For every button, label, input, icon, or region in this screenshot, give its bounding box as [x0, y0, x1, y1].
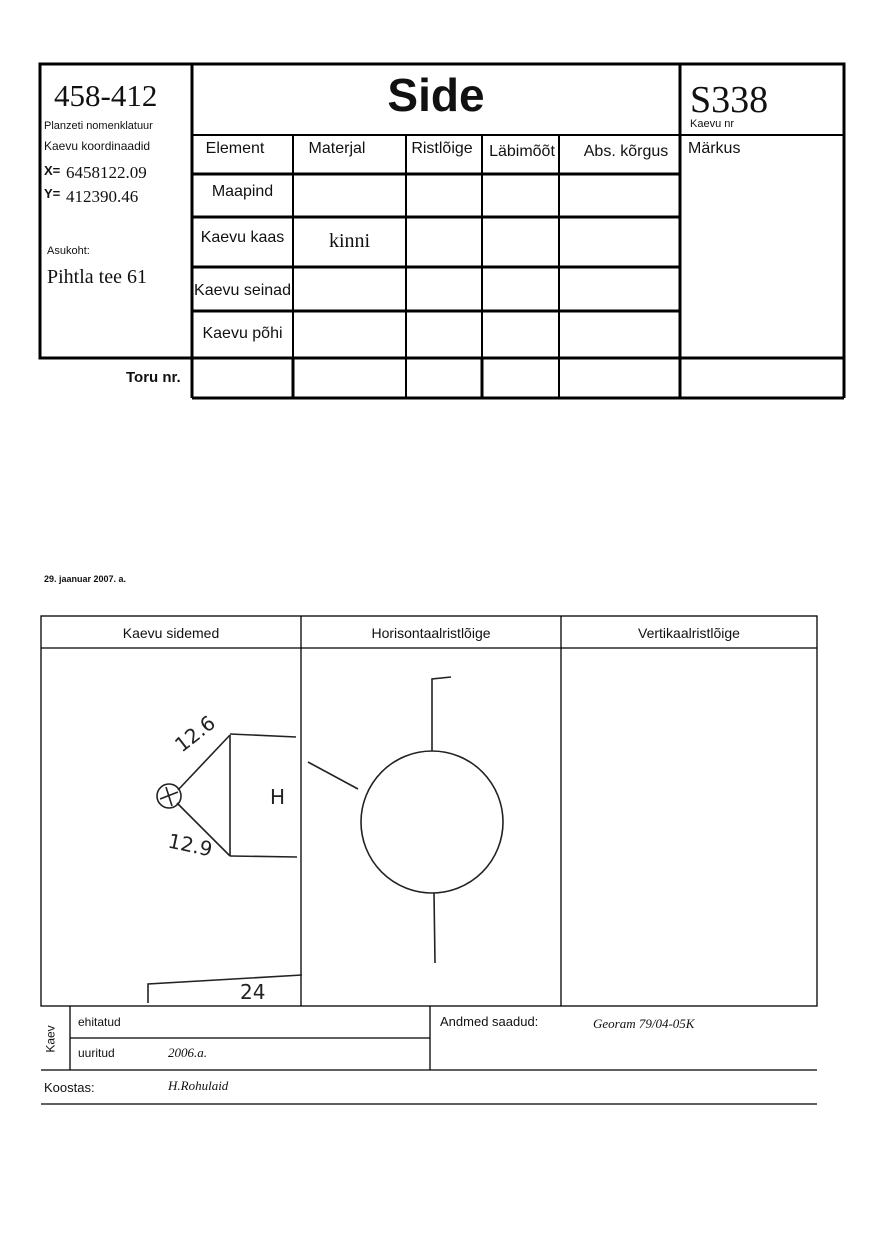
col-header-diameter: Läbimõõt — [489, 143, 555, 160]
well-number-label: Kaevu nr — [690, 118, 735, 130]
sketch-header-vertical: Vertikaalristlõige — [638, 625, 740, 641]
x-coordinate: 6458122.09 — [66, 163, 147, 182]
compiled-by-value: H.Rohulaid — [168, 1078, 229, 1093]
row-element-lid: Kaevu kaas — [200, 229, 285, 246]
well-number-value: S338 — [690, 79, 769, 121]
connections-sketch — [148, 734, 302, 1003]
row-material-lid: kinni — [328, 229, 371, 252]
data-source-label: Andmed saadud: — [440, 1014, 539, 1029]
data-source-value: Georam 79/04-05K — [593, 1016, 695, 1031]
location-label: Asukoht: — [47, 245, 90, 257]
built-label: ehitatud — [78, 1015, 121, 1029]
distance-bottom-annotation: 12.9 — [165, 828, 215, 862]
horizontal-section-sketch — [308, 677, 503, 963]
y-label: Y= — [44, 186, 61, 201]
compiled-by-label: Koostas: — [44, 1080, 95, 1095]
pipe-number-label: Toru nr. — [126, 369, 181, 386]
distance-top-annotation: 12.6 — [170, 710, 220, 757]
h-annotation: H — [270, 785, 286, 809]
sketch-header-horizontal: Horisontaalristlõige — [371, 625, 491, 641]
row-element-ground: Maapind — [211, 183, 274, 200]
sketch-header-connections: Kaevu sidemed — [122, 625, 220, 641]
col-header-material: Materjal — [308, 140, 366, 157]
bottom-number-annotation: 24 — [240, 980, 266, 1004]
document-date: 29. jaanuar 2007. a. — [44, 574, 127, 584]
nomenclature-label: Planzeti nomenklatuur — [44, 120, 153, 132]
well-side-label: Kaev — [43, 1025, 58, 1053]
nomenclature-value: 458-412 — [54, 78, 158, 113]
y-coordinate: 412390.46 — [66, 187, 139, 206]
row-element-bottom: Kaevu põhi — [202, 325, 283, 342]
location-value: Pihtla tee 61 — [47, 266, 147, 288]
col-header-element: Element — [205, 140, 265, 157]
coordinates-label: Kaevu koordinaadid — [44, 139, 151, 153]
row-element-walls: Kaevu seinad — [194, 282, 291, 299]
col-header-remarks: Märkus — [688, 140, 741, 157]
x-label: X= — [44, 163, 61, 178]
col-header-abs-height: Abs. kõrgus — [583, 143, 669, 160]
surveyed-value: 2006.a. — [168, 1045, 207, 1060]
page-title: Side — [387, 69, 485, 121]
col-header-cross-section: Ristlõige — [411, 140, 473, 157]
surveyed-label: uuritud — [78, 1046, 115, 1060]
